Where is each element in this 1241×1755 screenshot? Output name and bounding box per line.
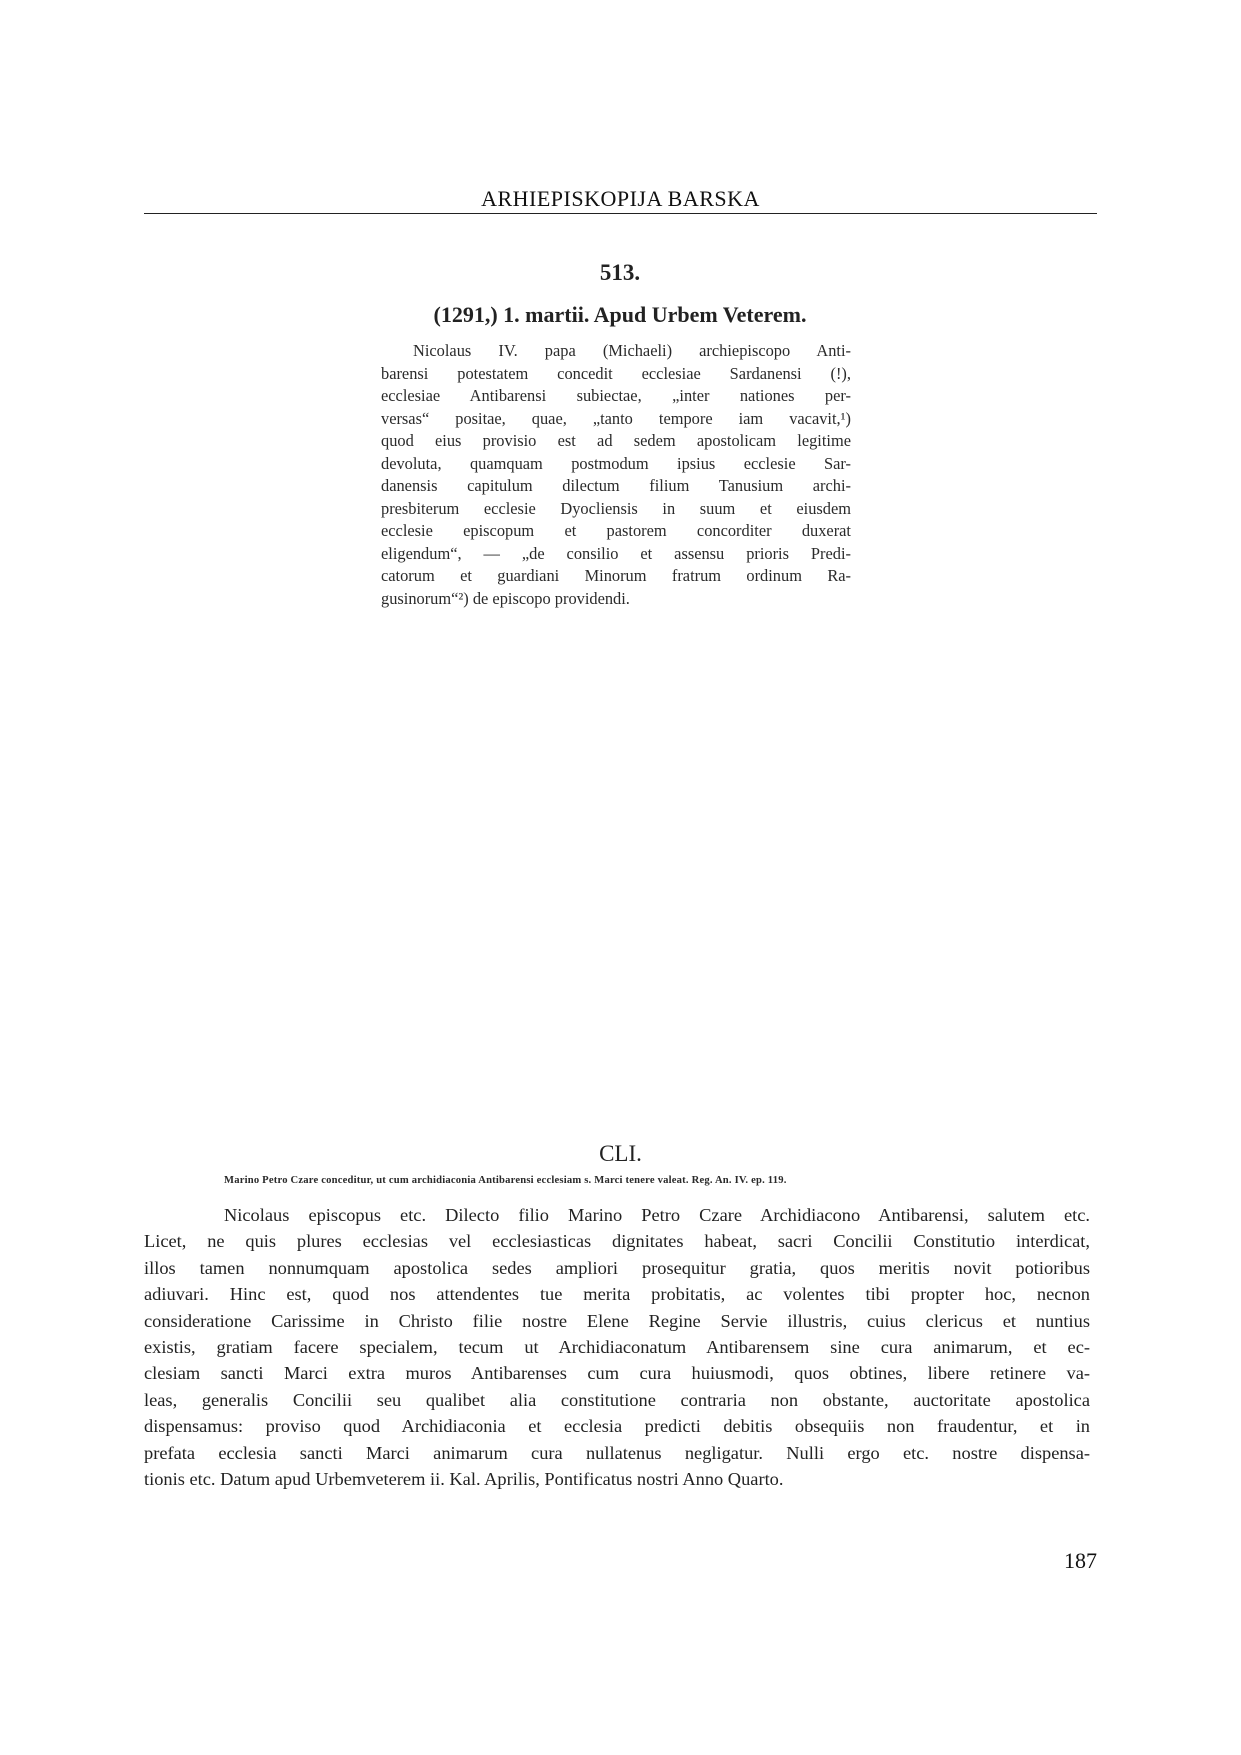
regest-line: ecclesie episcopum et pastorem concorditer duxerat — [381, 521, 851, 540]
regest-line: presbiterum ecclesie Dyocliensis in suum et eiusdem — [381, 498, 851, 518]
regest-line: Nicolaus IV. papa (Michaeli) archiepiscopo Anti- — [413, 341, 851, 360]
letter-line: existis, gratiam facere specialem, tecum ut Archidiaconatum Antibarensem sine cura animarum, et ec- — [144, 1337, 1090, 1358]
section-summary: Marino Petro Czare conceditur, ut cum archidiaconia Antibarensi ecclesiam s. Marci tenere valeat. Reg. An. IV. ep. 119. — [224, 1175, 787, 1186]
letter-line: illos tamen nonnumquam apostolica sedes ampliori prosequitur gratia, quos meritis novit potioribus — [144, 1257, 1090, 1278]
letter-line: leas, generalis Concilii seu qualibet alia constitutione contraria non obstante, auctoritate apostolica — [144, 1389, 1090, 1410]
letter-line: prefata ecclesia sancti Marci animarum cura nullatenus negligatur. Nulli ergo etc. nostre dispensa- — [144, 1442, 1090, 1463]
header-rule — [144, 213, 1097, 214]
running-head: ARHIEPISKOPIJA BARSKA — [481, 186, 760, 211]
letter-line: adiuvari. Hinc est, quod nos attendentes tue merita probitatis, ac volentes tibi propter hoc, necnon — [144, 1284, 1090, 1305]
page-number: 187 — [1064, 1548, 1097, 1573]
regest-paragraph — [381, 340, 851, 610]
document-number: 513. — [599, 260, 641, 285]
regest-line: devoluta, quamquam postmodum ipsius ecclesie Sar- — [381, 453, 851, 473]
document-dateline: (1291,) 1. martii. Apud Urbem Veterem. — [433, 302, 807, 327]
letter-line: dispensamus: proviso quod Archidiaconia et ecclesia predicti debitis obsequiis non fraudentur, et in — [144, 1416, 1090, 1437]
letter-line: tionis etc. Datum apud Urbemveterem ii. Kal. Aprilis, Pontificatus nostri Anno Quarto. — [144, 1469, 784, 1490]
section-number: CLI. — [599, 1141, 642, 1166]
letter-line: Licet, ne quis plures ecclesias vel ecclesiasticas dignitates habeat, sacri Concilii Constitutio interdicat, — [144, 1231, 1090, 1252]
regest-line: danensis capitulum dilectum filium Tanusium archi- — [381, 476, 851, 495]
regest-line: gusinorum“²) de episcopo providendi. — [381, 588, 630, 608]
letter-body — [144, 1202, 1090, 1492]
regest-line: quod eius provisio est ad sedem apostolicam legitime — [381, 431, 851, 450]
letter-line: consideratione Carissime in Christo filie nostre Elene Regine Servie illustris, cuius clericus et nuntius — [144, 1310, 1090, 1331]
regest-line: ecclesiae Antibarensi subiectae, „inter nationes per- — [381, 386, 851, 405]
regest-line: eligendum“, — „de consilio et assensu prioris Predi- — [381, 543, 851, 563]
letter-line: Nicolaus episcopus etc. Dilecto filio Marino Petro Czare Archidiacono Antibarensi, salutem etc. — [224, 1205, 1090, 1225]
letter-line: clesiam sancti Marci extra muros Antibarenses cum cura huiusmodi, quos obtines, libere retinere va- — [144, 1363, 1090, 1384]
regest-line: catorum et guardiani Minorum fratrum ordinum Ra- — [381, 566, 851, 585]
regest-line: versas“ positae, quae, „tanto tempore iam vacavit,¹) — [381, 408, 851, 428]
regest-line: barensi potestatem concedit ecclesiae Sardanensi (!), — [381, 363, 851, 383]
